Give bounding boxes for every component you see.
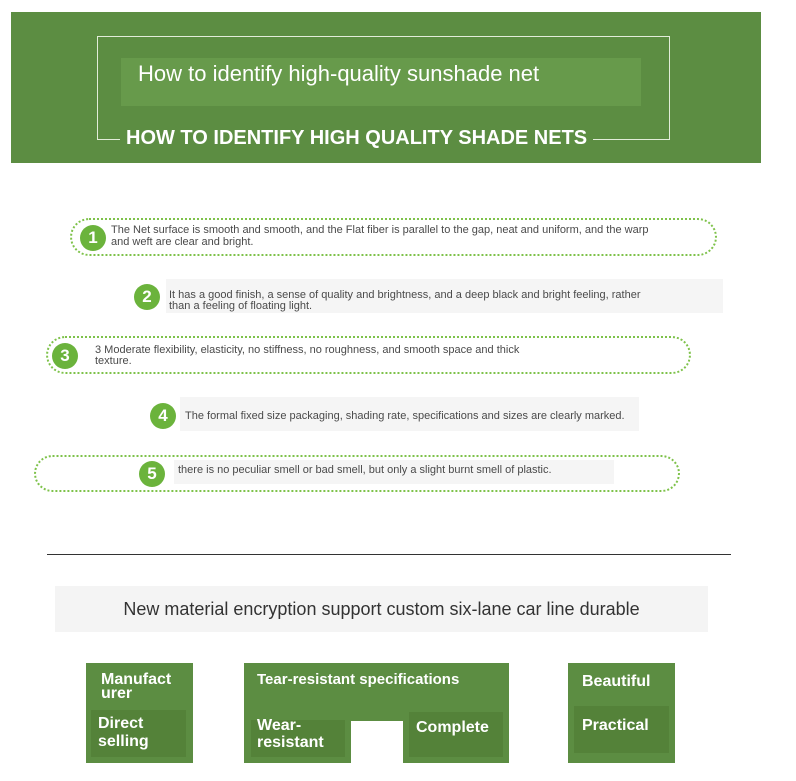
feature-label-direct: Direct (98, 715, 144, 732)
tip-3-number: 3 (52, 343, 78, 369)
feature-label-practical: Practical (582, 717, 649, 734)
feature-label-complete: Complete (416, 719, 489, 736)
page-title: How to identify high-quality sunshade net (138, 61, 540, 86)
tip-5-line-1: there is no peculiar smell or bad smell, but only a slight burnt smell of plastic. (178, 464, 552, 476)
feature-label-resistant: resistant (257, 734, 324, 751)
tip-4-line-1: The formal fixed size packaging, shading rate, specifications and sizes are clearly marked. (185, 410, 625, 422)
tip-5-number: 5 (139, 461, 165, 487)
feature-label-wear: Wear- (257, 717, 302, 734)
feature-label-beautiful: Beautiful (582, 673, 651, 690)
tip-2-line-1: It has a good finish, a sense of quality and brightness, and a deep black and bright feeling, rather (169, 289, 641, 301)
feature-label-manufacturer-2: urer (101, 685, 133, 702)
tip-4-number: 4 (150, 403, 176, 429)
tip-3-line-2: texture. (95, 355, 132, 367)
section-divider (47, 554, 731, 555)
tip-1-line-1: The Net surface is smooth and smooth, and the Flat fiber is parallel to the gap, neat and uniform, and the warp (111, 224, 649, 236)
feature-label-tear-resistant: Tear-resistant specifications (257, 671, 460, 688)
tip-1-line-2: and weft are clear and bright. (111, 236, 254, 248)
features-subtitle: New material encryption support custom six-lane car line durable (123, 599, 640, 619)
feature-label-manufacturer-1: Manufact (101, 671, 172, 688)
tip-2-number: 2 (134, 284, 160, 310)
page-subtitle-caps: HOW TO IDENTIFY HIGH QUALITY SHADE NETS (120, 126, 593, 150)
tip-3-line-1: 3 Moderate flexibility, elasticity, no stiffness, no roughness, and smooth space and thick (95, 344, 520, 356)
tip-2-line-2: than a feeling of floating light. (169, 300, 313, 312)
tip-1-number: 1 (80, 225, 106, 251)
feature-label-selling: selling (98, 733, 149, 750)
